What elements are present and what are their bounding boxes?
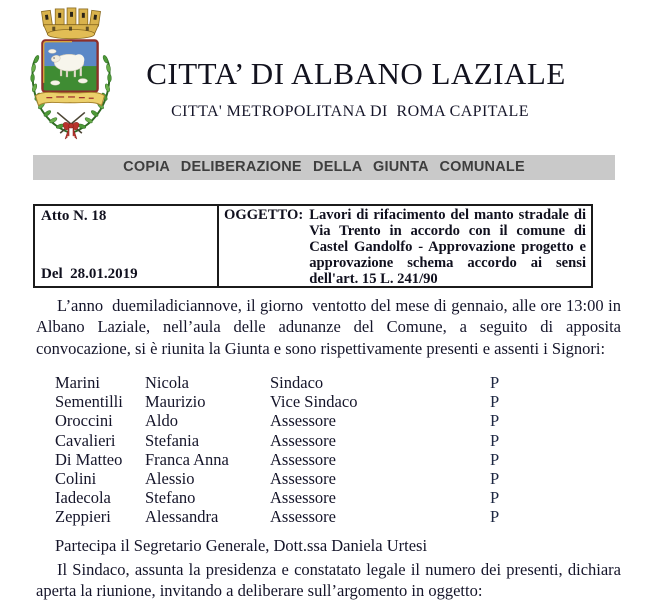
intro-paragraph: L’anno duemiladiciannove, il giorno ventotto del mese di gennaio, alle ore 13:00 in Albano Laziale, nell’aula delle adunanze del Comune, a seguito di apposita convocazione, si è riunita la Giunta e sono rispettivamente presenti e assenti i Signori: xyxy=(36,296,621,358)
attendee-status: P xyxy=(490,469,500,489)
attendee-role: Assessore xyxy=(270,411,336,431)
act-subject-table xyxy=(33,204,593,288)
act-table-left-cell xyxy=(35,206,219,286)
attendee-name: Nicola xyxy=(145,373,189,392)
attendee-name: Aldo xyxy=(145,411,178,431)
copy-deliberation-banner: COPIA DELIBERAZIONE DELLA GIUNTA COMUNALE xyxy=(33,155,615,180)
closing-paragraph: Il Sindaco, assunta la presidenza e constatato legale il numero dei presenti, dichiara aperta la riunione, invitando a deliberare sull’argomento in oggetto: xyxy=(36,560,621,601)
attendee-status: P xyxy=(490,449,500,469)
attendee-role: Assessore xyxy=(270,430,336,450)
page-subtitle: CITTA' METROPOLITANA DI ROMA CAPITALE xyxy=(171,103,529,120)
attendee-status: P xyxy=(490,488,500,508)
page-title: CITTA’ DI ALBANO LAZIALE xyxy=(146,56,566,91)
attendee-role: Assessore xyxy=(270,507,336,527)
attendee-surname: Colini xyxy=(55,469,97,489)
attendee-surname: Iadecola xyxy=(55,488,111,508)
mural-crown-icon xyxy=(42,8,101,39)
attendee-name: Alessio xyxy=(145,469,195,489)
attendee-surname: Sementilli xyxy=(55,392,123,412)
attendee-surname: Di Matteo xyxy=(55,449,123,469)
subject-label: OGGETTO: xyxy=(224,207,304,223)
subject-text: Lavori di rifacimento del manto stradale di Via Trento in accordo con il comune di Castel Gandolfo - Approvazione progetto e approvazione schema accordo ai sensi dell'art. 15 L. 241/90 xyxy=(309,207,586,287)
attendee-surname: Zeppieri xyxy=(55,507,111,527)
attendee-name: Stefano xyxy=(145,488,196,508)
attendee-role: Assessore xyxy=(270,449,336,469)
attendee-surname: Marini xyxy=(55,373,100,392)
attendee-status: P xyxy=(490,430,500,450)
attendee-role: Assessore xyxy=(270,488,336,508)
attendee-name: Maurizio xyxy=(145,392,206,412)
secretary-line: Partecipa il Segretario Generale, Dott.ssa Daniela Urtesi xyxy=(55,536,428,555)
attendee-surname: Cavalieri xyxy=(55,430,116,450)
attendance-list xyxy=(55,373,615,527)
attendee-name: Franca Anna xyxy=(145,449,229,469)
attendee-status: P xyxy=(490,392,500,412)
attendee-role: Assessore xyxy=(270,469,336,489)
attendee-status: P xyxy=(490,507,500,527)
attendee-status: P xyxy=(490,411,500,431)
act-table-subject-cell xyxy=(219,206,591,286)
attendee-status: P xyxy=(490,373,500,392)
attendee-name: Stefania xyxy=(145,430,200,450)
act-number: Atto N. 18 xyxy=(41,208,107,224)
attendee-role: Sindaco xyxy=(270,373,324,392)
act-date: Del 28.01.2019 xyxy=(41,266,138,282)
attendee-role: Vice Sindaco xyxy=(270,392,358,412)
attendee-name: Alessandra xyxy=(145,507,219,527)
attendee-surname: Oroccini xyxy=(55,411,113,431)
